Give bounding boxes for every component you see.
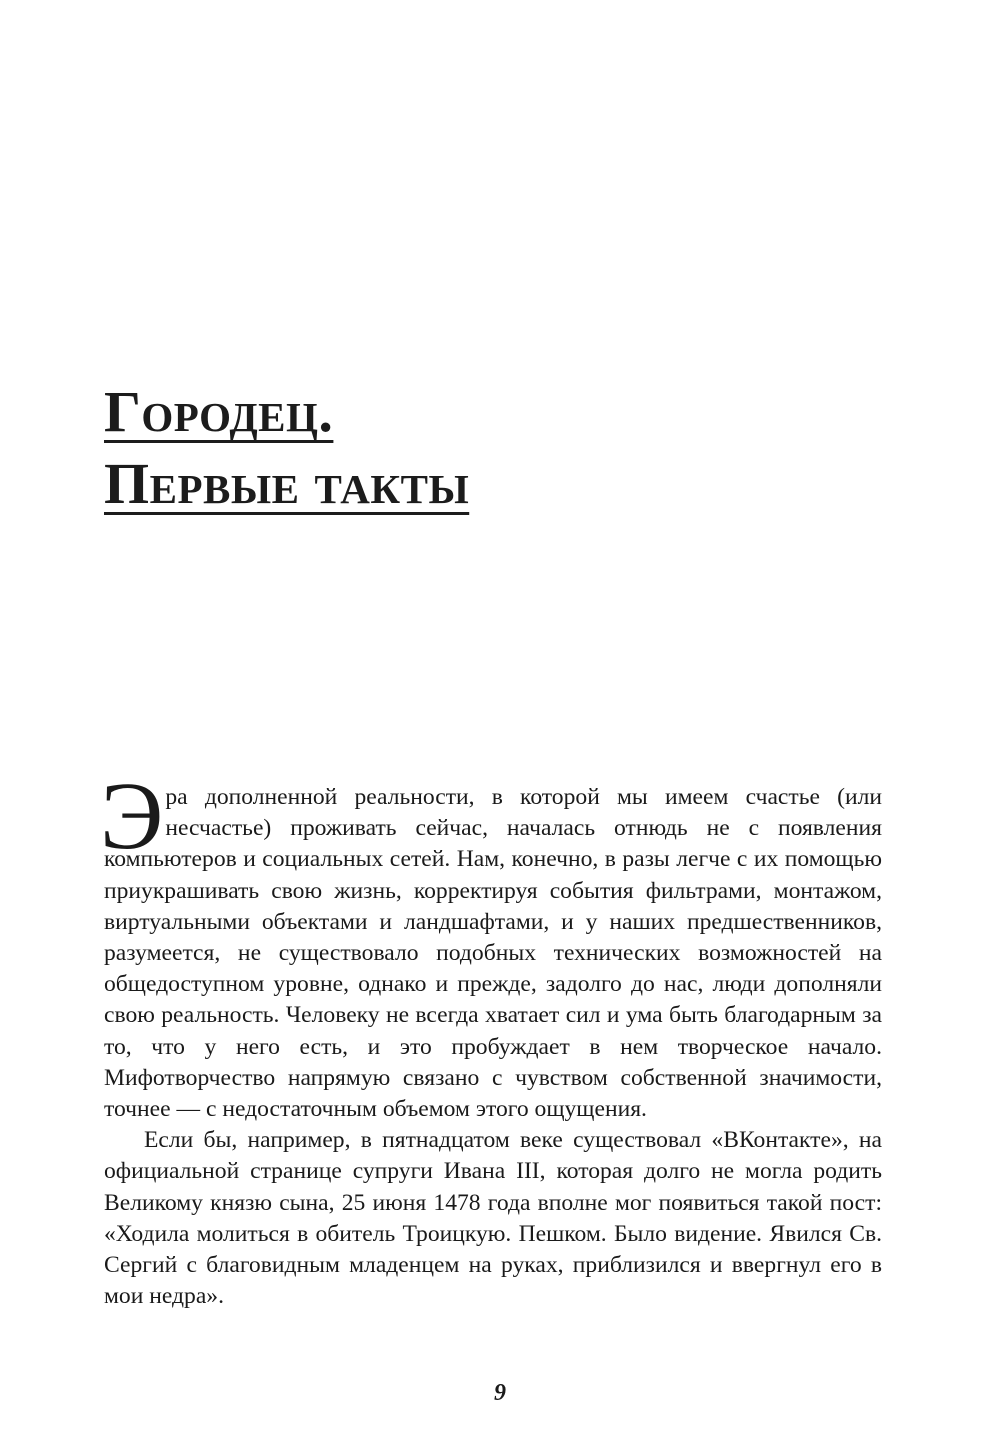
drop-cap: Э [100,762,164,869]
chapter-title-line-1: Городец. [104,379,334,444]
page-number: 9 [494,1380,506,1406]
paragraph-2: Если бы, например, в пятнадцатом веке существовал «ВКонтакте», на официальной странице супруги Ивана III, которая долго не могла родить Великому князю сына, 25 июня 1478 года вполне мог появиться такой пост: «Ходила молиться в обитель Троицкую. Пешком. Было видение. Явился Св. Сергий с благовидным младенцем на руках, приблизился и ввергнул его в мои недра». [104,1127,882,1310]
body-text [100,762,882,1312]
chapter-title [104,376,804,520]
chapter-title-line-2: Первые такты [104,451,470,516]
paragraph-1-text: ра дополненной реальности, в которой мы имеем счастье (или несчастье) проживать сейчас, началась отнюдь не с появления компьютеров и социальных сетей. Нам, конечно, в разы легче с их помощью приукрашивать свою жизнь, корректируя события фильтрами, монтажом, виртуальными объектами и ландшафтами, и у наших предшественников, разумеется, не существовало подобных технических возможностей на общедоступном уровне, однако и прежде, задолго до нас, люди дополняли свою реальность. Человеку не всегда хватает сил и ума быть благодарным за то, что у него есть, и это пробуждает в нем творческое начало. Мифотворчество напрямую связано с чувством собственной значимости, точнее — с недостаточным объемом этого ощущения. [104,784,882,1123]
paragraph-1 [100,762,882,1125]
